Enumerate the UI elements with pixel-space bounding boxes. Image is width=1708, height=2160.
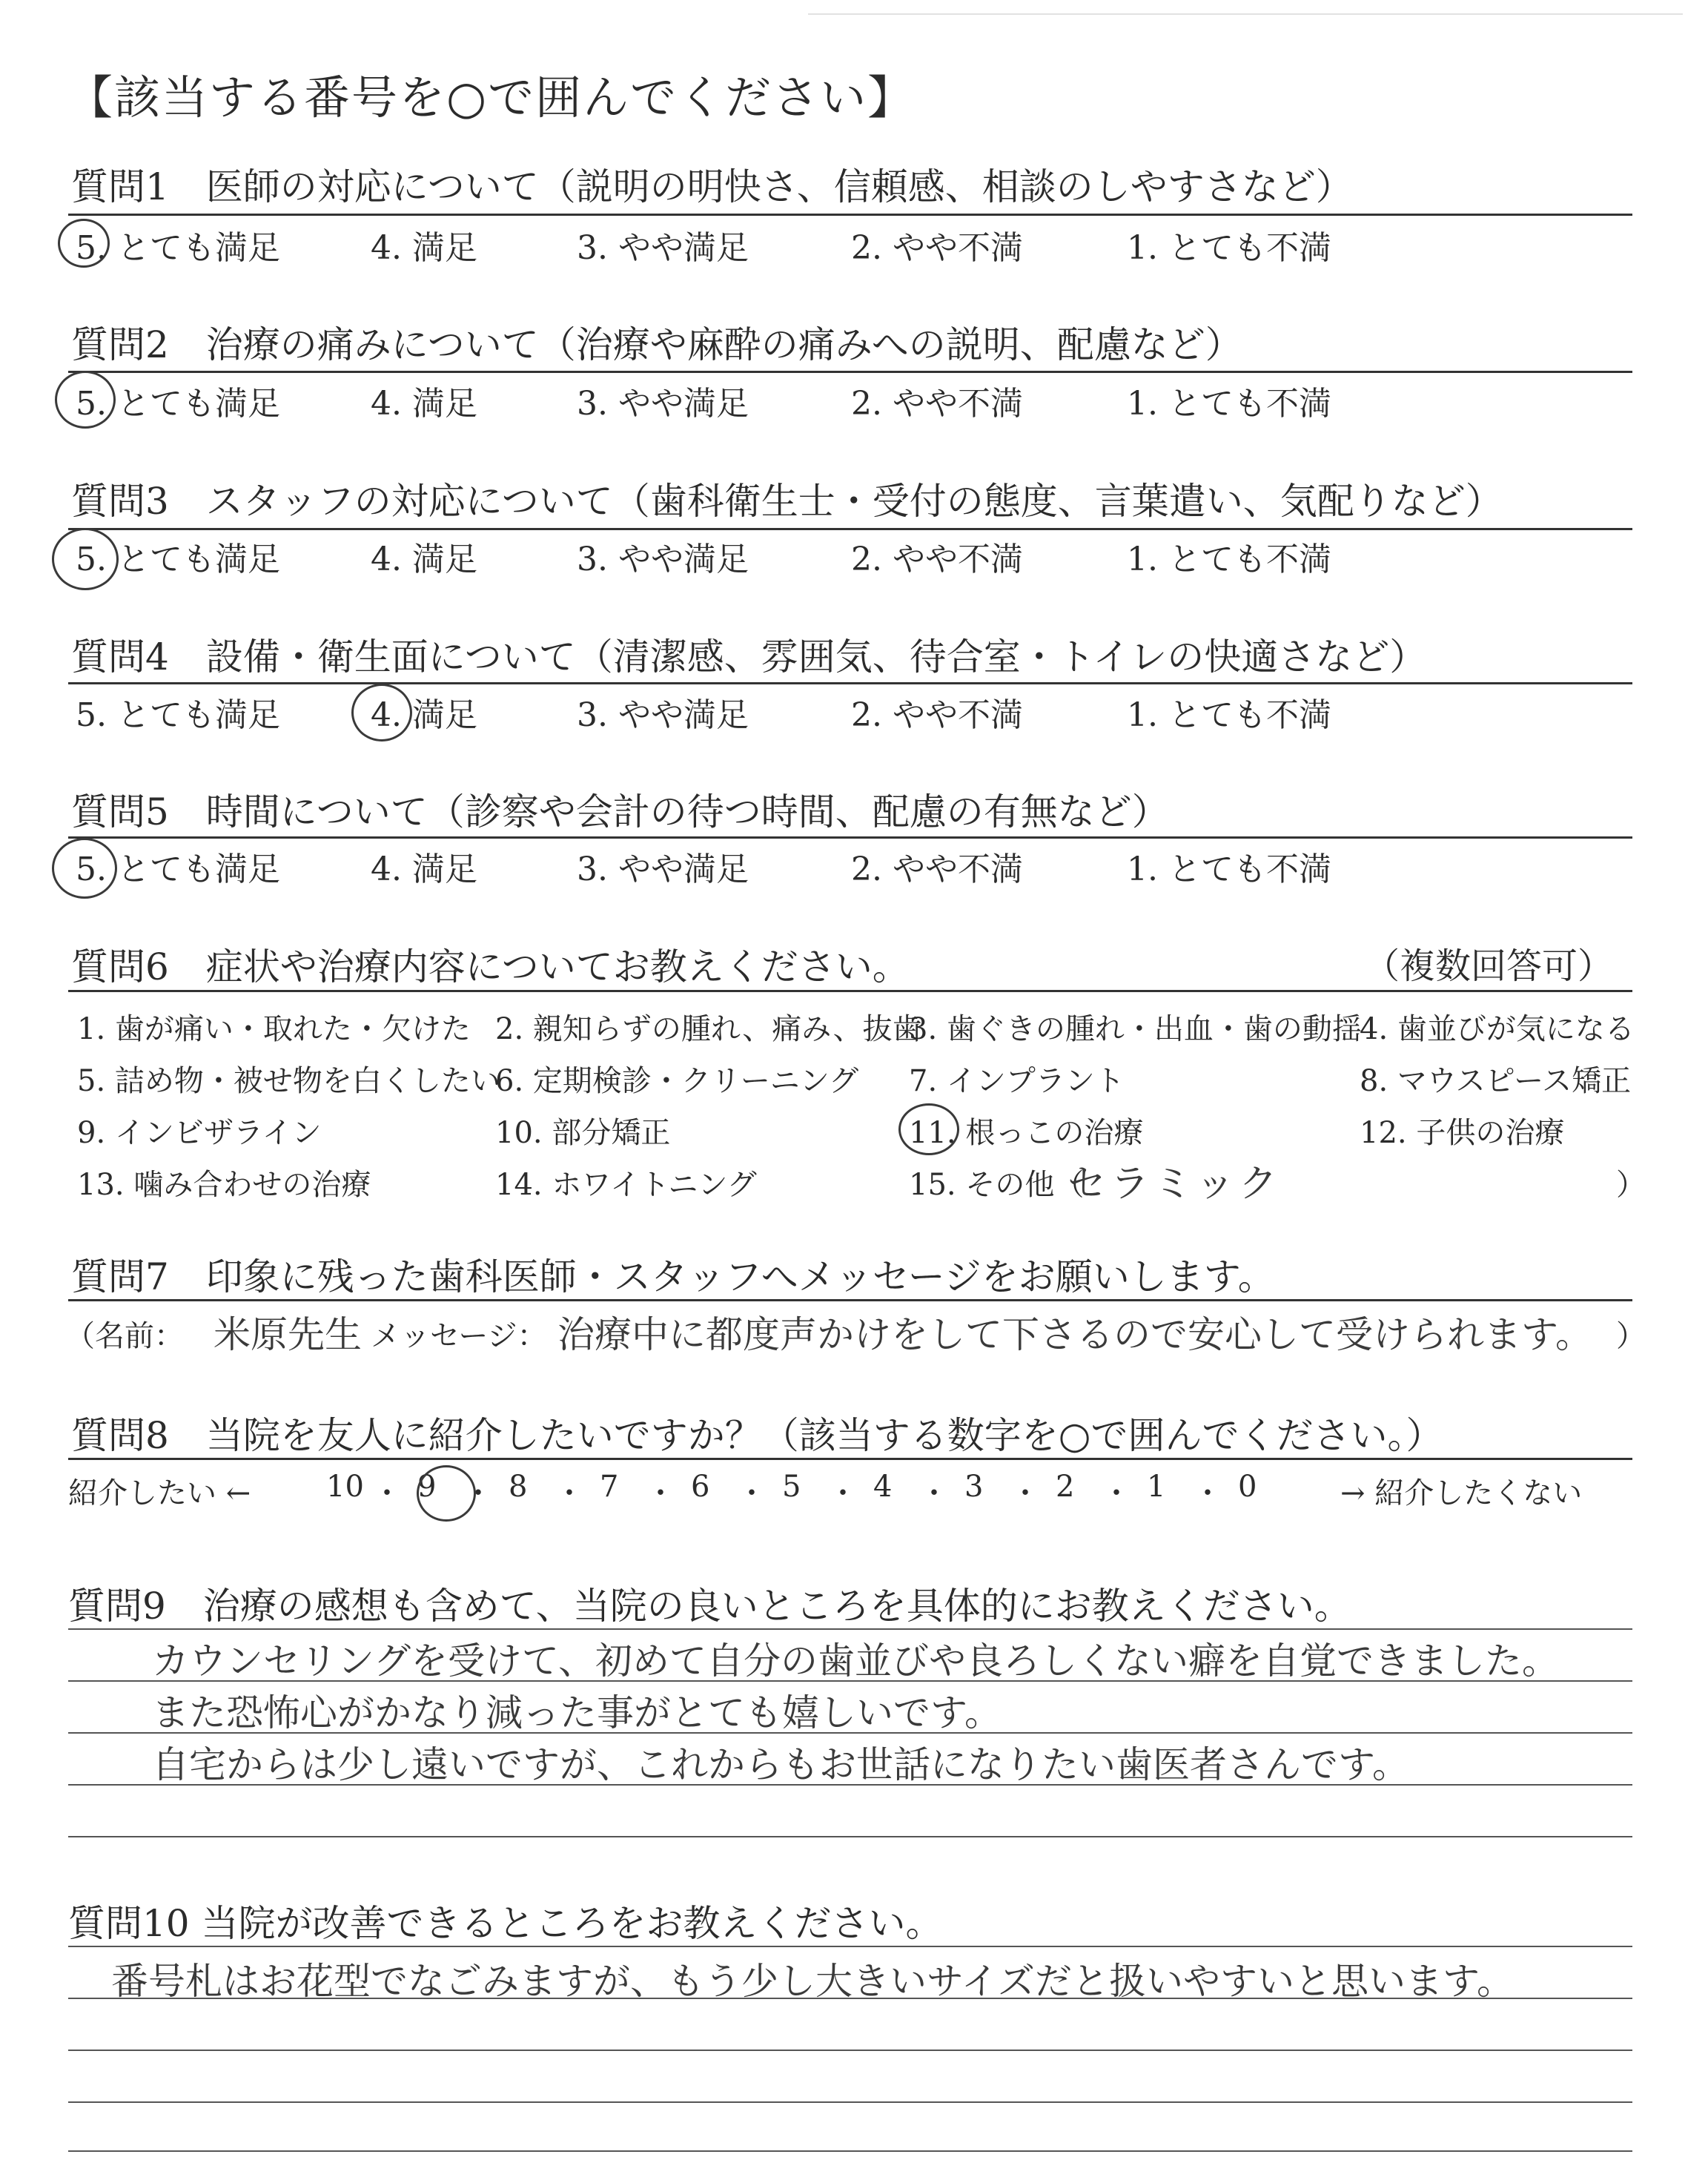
q8-scale-separator: ・	[646, 1476, 675, 1510]
q8-scale-separator: ・	[919, 1476, 949, 1510]
question-2-label: 質問2 治療の痛みについて（治療や麻酔の痛みへの説明、配慮など）	[71, 323, 1242, 366]
q6-item-7[interactable]: 7. インプラント	[909, 1064, 1125, 1098]
q4-option-2[interactable]: 2. やや不満	[851, 696, 1023, 734]
q1-option-3[interactable]: 3. やや満足	[577, 229, 749, 267]
q9-answer-line-2: また恐怖心がかなり減った事がとても嬉しいです。	[152, 1691, 1002, 1734]
q6-item-9[interactable]: 9. インビザライン	[77, 1116, 322, 1150]
q6-item-4[interactable]: 4. 歯並びが気になる	[1360, 1012, 1635, 1046]
q6-item-15-close: ）	[1616, 1168, 1646, 1202]
question-2-rule	[68, 371, 1632, 373]
q3-option-4[interactable]: 4. 満足	[371, 541, 477, 578]
q2-option-3[interactable]: 3. やや満足	[577, 385, 749, 423]
question-6-note: （複数回答可）	[1364, 945, 1614, 987]
question-3-rule	[68, 528, 1632, 530]
q1-selection-circle	[58, 219, 110, 268]
question-7-rule	[68, 1299, 1632, 1301]
question-3-label: 質問3 スタッフの対応について（歯科衛生士・受付の態度、言葉遣い、気配りなど）	[71, 480, 1503, 523]
q8-scale-9[interactable]: 9	[417, 1470, 437, 1504]
q6-selection-circle	[898, 1103, 959, 1155]
question-8-label: 質問8 当院を友人に紹介したいですか？（該当する数字を○で囲んでください。）	[71, 1414, 1443, 1457]
q1-option-5[interactable]: 5. とても満足	[76, 229, 280, 267]
q6-item-13[interactable]: 13. 噛み合わせの治療	[77, 1168, 371, 1202]
q1-option-2[interactable]: 2. やや不満	[851, 229, 1023, 267]
q2-option-5[interactable]: 5. とても満足	[76, 385, 280, 423]
q2-selection-circle	[55, 371, 116, 429]
q2-option-4[interactable]: 4. 満足	[371, 385, 477, 423]
q8-scale-10[interactable]: 10	[326, 1470, 364, 1504]
q6-item-14[interactable]: 14. ホワイトニング	[495, 1168, 757, 1202]
q5-option-1[interactable]: 1. とても不満	[1127, 851, 1331, 888]
q8-scale-separator: ・	[1102, 1476, 1131, 1510]
q8-scale-separator: ・	[737, 1476, 767, 1510]
q3-selection-circle	[52, 528, 119, 590]
page-title: 【該当する番号を○で囲んでください】	[67, 70, 916, 125]
q6-item-5[interactable]: 5. 詰め物・被せ物を白くしたい	[77, 1064, 500, 1098]
question-10-label: 質問10 当院が改善できるところをお教えください。	[68, 1902, 943, 1945]
question-6-rule	[68, 990, 1632, 992]
q1-option-4[interactable]: 4. 満足	[371, 229, 477, 267]
q9-answer-line-3: 自宅からは少し遠いですが、これからもお世話になりたい歯医者さんです。	[152, 1743, 1409, 1786]
question-5-rule	[68, 836, 1632, 839]
question-1-label: 質問1 医師の対応について（説明の明快さ、信頼感、相談のしやすさなど）	[71, 165, 1353, 208]
question-6-label: 質問6 症状や治療内容についてお教えください。	[71, 945, 910, 988]
q6-item-10[interactable]: 10. 部分矯正	[495, 1116, 671, 1150]
q8-scale-separator: ・	[555, 1476, 584, 1510]
q3-option-5[interactable]: 5. とても満足	[76, 541, 280, 578]
q6-other-answer: セラミック	[1068, 1162, 1282, 1206]
q5-option-3[interactable]: 3. やや満足	[577, 851, 749, 888]
q8-scale-0[interactable]: 0	[1238, 1470, 1257, 1504]
question-1-rule	[68, 214, 1632, 216]
q9-answer-line-1: カウンセリングを受けて、初めて自分の歯並びや良ろしくない癖を自覚できました。	[152, 1639, 1559, 1682]
scan-edge-line	[808, 13, 1683, 15]
q2-option-2[interactable]: 2. やや不満	[851, 385, 1023, 423]
q5-option-2[interactable]: 2. やや不満	[851, 851, 1023, 888]
q8-scale-6[interactable]: 6	[691, 1470, 710, 1504]
q6-item-15[interactable]: 15. その他（	[909, 1168, 1085, 1202]
q8-selection-circle	[417, 1465, 476, 1522]
q3-option-1[interactable]: 1. とても不満	[1127, 541, 1331, 578]
q7-message-answer: 治療中に都度声かけをして下さるので安心して受けられます。	[557, 1313, 1592, 1356]
q2-option-1[interactable]: 1. とても不満	[1127, 385, 1331, 423]
q8-scale-5[interactable]: 5	[782, 1470, 801, 1504]
q6-item-8[interactable]: 8. マウスピース矯正	[1360, 1064, 1632, 1098]
q5-selection-circle	[52, 838, 117, 899]
q7-message-label: メッセージ：	[371, 1319, 547, 1353]
q10-line-4	[68, 2101, 1632, 2103]
q6-item-3[interactable]: 3. 歯ぐきの腫れ・出血・歯の動揺	[909, 1012, 1362, 1046]
q8-right-label: → 紹介したくない	[1340, 1476, 1583, 1510]
q6-item-2[interactable]: 2. 親知らずの腫れ、痛み、抜歯	[495, 1012, 922, 1046]
q8-scale-7[interactable]: 7	[600, 1470, 619, 1504]
q3-option-3[interactable]: 3. やや満足	[577, 541, 749, 578]
question-8-rule	[68, 1458, 1632, 1460]
q7-name-prefix: （名前：	[65, 1319, 184, 1353]
q5-option-5[interactable]: 5. とても満足	[76, 851, 280, 888]
q4-option-3[interactable]: 3. やや満足	[577, 696, 749, 734]
q3-option-2[interactable]: 2. やや不満	[851, 541, 1023, 578]
question-4-label: 質問4 設備・衛生面について（清潔感、雰囲気、待合室・トイレの快適さなど）	[71, 635, 1427, 678]
q10-answer-line-1: 番号札はお花型でなごみますが、もう少し大きいサイズだと扱いやすいと思います。	[111, 1960, 1514, 2003]
question-5-label: 質問5 時間について（診察や会計の待つ時間、配慮の有無など）	[71, 790, 1169, 833]
q8-scale-4[interactable]: 4	[873, 1470, 893, 1504]
q8-scale-2[interactable]: 2	[1056, 1470, 1075, 1504]
q4-option-5[interactable]: 5. とても満足	[76, 696, 280, 734]
q7-name-answer: 米原先生	[214, 1313, 362, 1356]
q8-scale-separator: ・	[372, 1476, 402, 1510]
q6-item-12[interactable]: 12. 子供の治療	[1360, 1116, 1565, 1150]
q5-option-4[interactable]: 4. 満足	[371, 851, 477, 888]
q8-scale-separator: ・	[1193, 1476, 1222, 1510]
q4-option-4[interactable]: 4. 満足	[371, 696, 477, 734]
q10-line-3	[68, 2050, 1632, 2051]
q10-line-1	[68, 1946, 1632, 1947]
q8-scale-1[interactable]: 1	[1147, 1470, 1166, 1504]
q1-option-1[interactable]: 1. とても不満	[1127, 229, 1331, 267]
q4-option-1[interactable]: 1. とても不満	[1127, 696, 1331, 734]
q8-scale-separator: ・	[828, 1476, 858, 1510]
q8-scale-3[interactable]: 3	[964, 1470, 984, 1504]
q10-line-5	[68, 2150, 1632, 2152]
q4-selection-circle	[351, 684, 412, 742]
q9-line-5	[68, 1836, 1632, 1837]
question-7-label: 質問7 印象に残った歯科医師・スタッフへメッセージをお願いします。	[71, 1255, 1275, 1298]
q7-suffix: ）	[1616, 1319, 1646, 1353]
q8-scale-separator: ・	[463, 1476, 493, 1510]
q9-line-1	[68, 1628, 1632, 1630]
q6-item-6[interactable]: 6. 定期検診・クリーニング	[495, 1064, 859, 1098]
q8-left-label: 紹介したい ←	[68, 1476, 251, 1510]
q8-scale-separator: ・	[1010, 1476, 1040, 1510]
q8-scale-8[interactable]: 8	[509, 1470, 528, 1504]
q6-item-11[interactable]: 11. 根っこの治療	[909, 1116, 1144, 1150]
question-9-label: 質問9 治療の感想も含めて、当院の良いところを具体的にお教えください。	[68, 1585, 1351, 1628]
question-4-rule	[68, 682, 1632, 684]
q6-item-1[interactable]: 1. 歯が痛い・取れた・欠けた	[77, 1012, 471, 1046]
